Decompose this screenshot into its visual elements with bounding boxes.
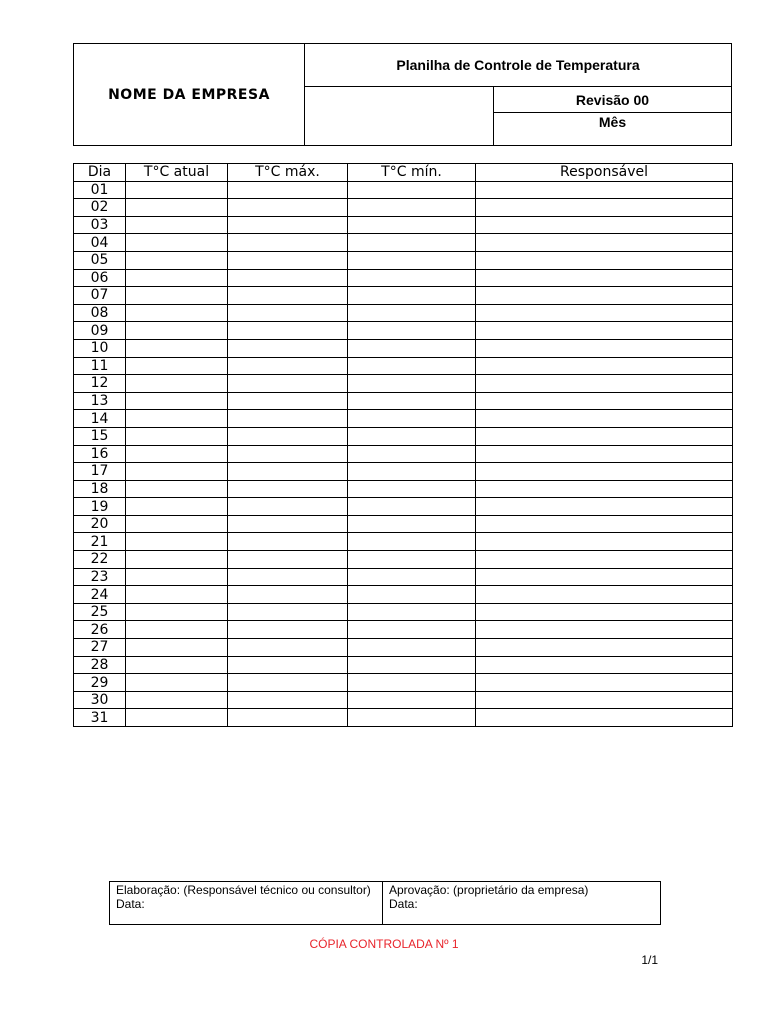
temp-max-cell (228, 392, 348, 410)
responsavel-cell (476, 216, 733, 234)
temp-atual-cell (126, 463, 228, 481)
temp-atual-cell (126, 392, 228, 410)
temp-atual-cell (126, 322, 228, 340)
table-row (74, 621, 733, 639)
day-cell: 07 (74, 287, 126, 305)
temp-max-cell (228, 691, 348, 709)
temp-max-cell (228, 515, 348, 533)
responsavel-cell (476, 621, 733, 639)
table-row (74, 357, 733, 375)
temp-min-cell (348, 357, 476, 375)
table-row (74, 691, 733, 709)
table-row (74, 181, 733, 199)
revision-label: Revisão 00 (494, 87, 731, 113)
company-name: NOME DA EMPRESA (74, 44, 305, 145)
responsavel-cell (476, 181, 733, 199)
day-cell: 12 (74, 375, 126, 393)
responsavel-cell (476, 639, 733, 657)
responsavel-cell (476, 269, 733, 287)
responsavel-cell (476, 533, 733, 551)
table-row (74, 656, 733, 674)
table-row (74, 392, 733, 410)
table-row (74, 498, 733, 516)
temp-min-cell (348, 674, 476, 692)
day-cell: 13 (74, 392, 126, 410)
table-row (74, 603, 733, 621)
table-row (74, 339, 733, 357)
temp-min-cell (348, 216, 476, 234)
responsavel-cell (476, 287, 733, 305)
temp-max-cell (228, 375, 348, 393)
responsavel-cell (476, 251, 733, 269)
table-row (74, 322, 733, 340)
day-cell: 10 (74, 339, 126, 357)
table-row (74, 410, 733, 428)
column-header-dia: Dia (74, 164, 126, 182)
elaboration-date: Data: (116, 897, 145, 911)
temp-min-cell (348, 709, 476, 727)
column-header-responsavel: Responsável (476, 164, 733, 182)
responsavel-cell (476, 674, 733, 692)
temp-atual-cell (126, 691, 228, 709)
responsavel-cell (476, 586, 733, 604)
day-cell: 18 (74, 480, 126, 498)
temp-max-cell (228, 234, 348, 252)
temp-atual-cell (126, 445, 228, 463)
day-cell: 30 (74, 691, 126, 709)
approval-label: Aprovação: (proprietário da empresa) (389, 883, 589, 897)
temp-atual-cell (126, 181, 228, 199)
day-cell: 31 (74, 709, 126, 727)
table-row (74, 551, 733, 569)
responsavel-cell (476, 515, 733, 533)
responsavel-cell (476, 691, 733, 709)
temp-min-cell (348, 533, 476, 551)
temp-max-cell (228, 304, 348, 322)
approval-cell (383, 882, 660, 924)
temp-max-cell (228, 216, 348, 234)
temp-max-cell (228, 269, 348, 287)
table-row (74, 269, 733, 287)
day-cell: 04 (74, 234, 126, 252)
temp-atual-cell (126, 304, 228, 322)
temp-min-cell (348, 586, 476, 604)
responsavel-cell (476, 551, 733, 569)
month-label: Mês (598, 114, 627, 130)
elaboration-label: Elaboração: (Responsável técnico ou consultor) (116, 883, 371, 897)
temp-atual-cell (126, 427, 228, 445)
responsavel-cell (476, 427, 733, 445)
responsavel-cell (476, 199, 733, 217)
day-cell: 20 (74, 515, 126, 533)
table-row (74, 304, 733, 322)
temp-min-cell (348, 251, 476, 269)
day-cell: 06 (74, 269, 126, 287)
temp-max-cell (228, 603, 348, 621)
responsavel-cell (476, 339, 733, 357)
temp-max-cell (228, 533, 348, 551)
table-body (74, 181, 733, 726)
approval-date: Data: (389, 897, 418, 911)
day-cell: 21 (74, 533, 126, 551)
table-row (74, 445, 733, 463)
responsavel-cell (476, 445, 733, 463)
temp-min-cell (348, 269, 476, 287)
temp-atual-cell (126, 498, 228, 516)
temp-max-cell (228, 357, 348, 375)
column-header-temp-atual: T°C atual (126, 164, 228, 182)
day-cell: 03 (74, 216, 126, 234)
day-cell: 29 (74, 674, 126, 692)
table-row (74, 533, 733, 551)
temp-min-cell (348, 568, 476, 586)
temp-max-cell (228, 674, 348, 692)
temp-min-cell (348, 322, 476, 340)
column-header-temp-min: T°C mín. (348, 164, 476, 182)
temp-max-cell (228, 427, 348, 445)
day-cell: 27 (74, 639, 126, 657)
day-cell: 23 (74, 568, 126, 586)
temp-atual-cell (126, 709, 228, 727)
temp-min-cell (348, 480, 476, 498)
table-row (74, 199, 733, 217)
responsavel-cell (476, 234, 733, 252)
temp-min-cell (348, 181, 476, 199)
responsavel-cell (476, 357, 733, 375)
table-row (74, 568, 733, 586)
temp-max-cell (228, 445, 348, 463)
temp-atual-cell (126, 656, 228, 674)
temp-min-cell (348, 603, 476, 621)
temp-atual-cell (126, 251, 228, 269)
temp-min-cell (348, 392, 476, 410)
temp-atual-cell (126, 216, 228, 234)
column-header-temp-max: T°C máx. (228, 164, 348, 182)
table-row (74, 586, 733, 604)
table-row (74, 709, 733, 727)
temp-min-cell (348, 515, 476, 533)
day-cell: 08 (74, 304, 126, 322)
temp-atual-cell (126, 586, 228, 604)
temp-min-cell (348, 199, 476, 217)
day-cell: 09 (74, 322, 126, 340)
temp-min-cell (348, 287, 476, 305)
day-cell: 22 (74, 551, 126, 569)
day-cell: 26 (74, 621, 126, 639)
responsavel-cell (476, 463, 733, 481)
document-title: Planilha de Controle de Temperatura (305, 44, 731, 87)
responsavel-cell (476, 603, 733, 621)
temp-min-cell (348, 410, 476, 428)
page-number: 1/1 (641, 953, 658, 967)
header-blank-cell (305, 87, 494, 145)
controlled-copy-notice: CÓPIA CONTROLADA Nº 1 (309, 937, 459, 951)
temp-atual-cell (126, 639, 228, 657)
temp-min-cell (348, 234, 476, 252)
temp-max-cell (228, 339, 348, 357)
responsavel-cell (476, 709, 733, 727)
table-row (74, 480, 733, 498)
temp-atual-cell (126, 199, 228, 217)
table-row (74, 375, 733, 393)
temp-atual-cell (126, 603, 228, 621)
temp-max-cell (228, 568, 348, 586)
table-row (74, 463, 733, 481)
table-row (74, 287, 733, 305)
table-row (74, 639, 733, 657)
temp-min-cell (348, 445, 476, 463)
temp-min-cell (348, 427, 476, 445)
document-header (73, 43, 732, 146)
temp-max-cell (228, 586, 348, 604)
table-row (74, 234, 733, 252)
temp-min-cell (348, 621, 476, 639)
temp-atual-cell (126, 480, 228, 498)
responsavel-cell (476, 392, 733, 410)
responsavel-cell (476, 322, 733, 340)
temp-min-cell (348, 691, 476, 709)
responsavel-cell (476, 480, 733, 498)
day-cell: 19 (74, 498, 126, 516)
temp-max-cell (228, 181, 348, 199)
day-cell: 16 (74, 445, 126, 463)
day-cell: 15 (74, 427, 126, 445)
day-cell: 02 (74, 199, 126, 217)
table-row (74, 427, 733, 445)
temp-min-cell (348, 656, 476, 674)
approval-box (109, 881, 661, 925)
table-row (74, 515, 733, 533)
responsavel-cell (476, 410, 733, 428)
responsavel-cell (476, 656, 733, 674)
temp-min-cell (348, 463, 476, 481)
day-cell: 25 (74, 603, 126, 621)
day-cell: 28 (74, 656, 126, 674)
temp-max-cell (228, 199, 348, 217)
day-cell: 05 (74, 251, 126, 269)
temp-max-cell (228, 410, 348, 428)
day-cell: 24 (74, 586, 126, 604)
temp-min-cell (348, 639, 476, 657)
day-cell: 17 (74, 463, 126, 481)
temp-atual-cell (126, 357, 228, 375)
temp-atual-cell (126, 269, 228, 287)
temp-max-cell (228, 498, 348, 516)
table-header-row (74, 164, 733, 182)
temp-max-cell (228, 251, 348, 269)
table-row (74, 216, 733, 234)
temp-max-cell (228, 656, 348, 674)
temp-max-cell (228, 551, 348, 569)
temp-atual-cell (126, 339, 228, 357)
temp-atual-cell (126, 674, 228, 692)
temp-min-cell (348, 304, 476, 322)
day-cell: 14 (74, 410, 126, 428)
temp-atual-cell (126, 375, 228, 393)
temp-min-cell (348, 339, 476, 357)
temp-min-cell (348, 551, 476, 569)
table-row (74, 674, 733, 692)
responsavel-cell (476, 375, 733, 393)
temp-atual-cell (126, 621, 228, 639)
responsavel-cell (476, 498, 733, 516)
temp-atual-cell (126, 551, 228, 569)
temp-atual-cell (126, 568, 228, 586)
day-cell: 01 (74, 181, 126, 199)
day-cell: 11 (74, 357, 126, 375)
temp-min-cell (348, 498, 476, 516)
temp-max-cell (228, 639, 348, 657)
temp-max-cell (228, 480, 348, 498)
temp-atual-cell (126, 234, 228, 252)
temp-max-cell (228, 322, 348, 340)
temp-max-cell (228, 463, 348, 481)
temp-atual-cell (126, 533, 228, 551)
temp-atual-cell (126, 287, 228, 305)
temp-atual-cell (126, 515, 228, 533)
temp-max-cell (228, 621, 348, 639)
responsavel-cell (476, 568, 733, 586)
temp-max-cell (228, 287, 348, 305)
temp-max-cell (228, 709, 348, 727)
responsavel-cell (476, 304, 733, 322)
temperature-table (73, 163, 733, 727)
temp-min-cell (348, 375, 476, 393)
table-row (74, 251, 733, 269)
temp-atual-cell (126, 410, 228, 428)
elaboration-cell (110, 882, 383, 924)
